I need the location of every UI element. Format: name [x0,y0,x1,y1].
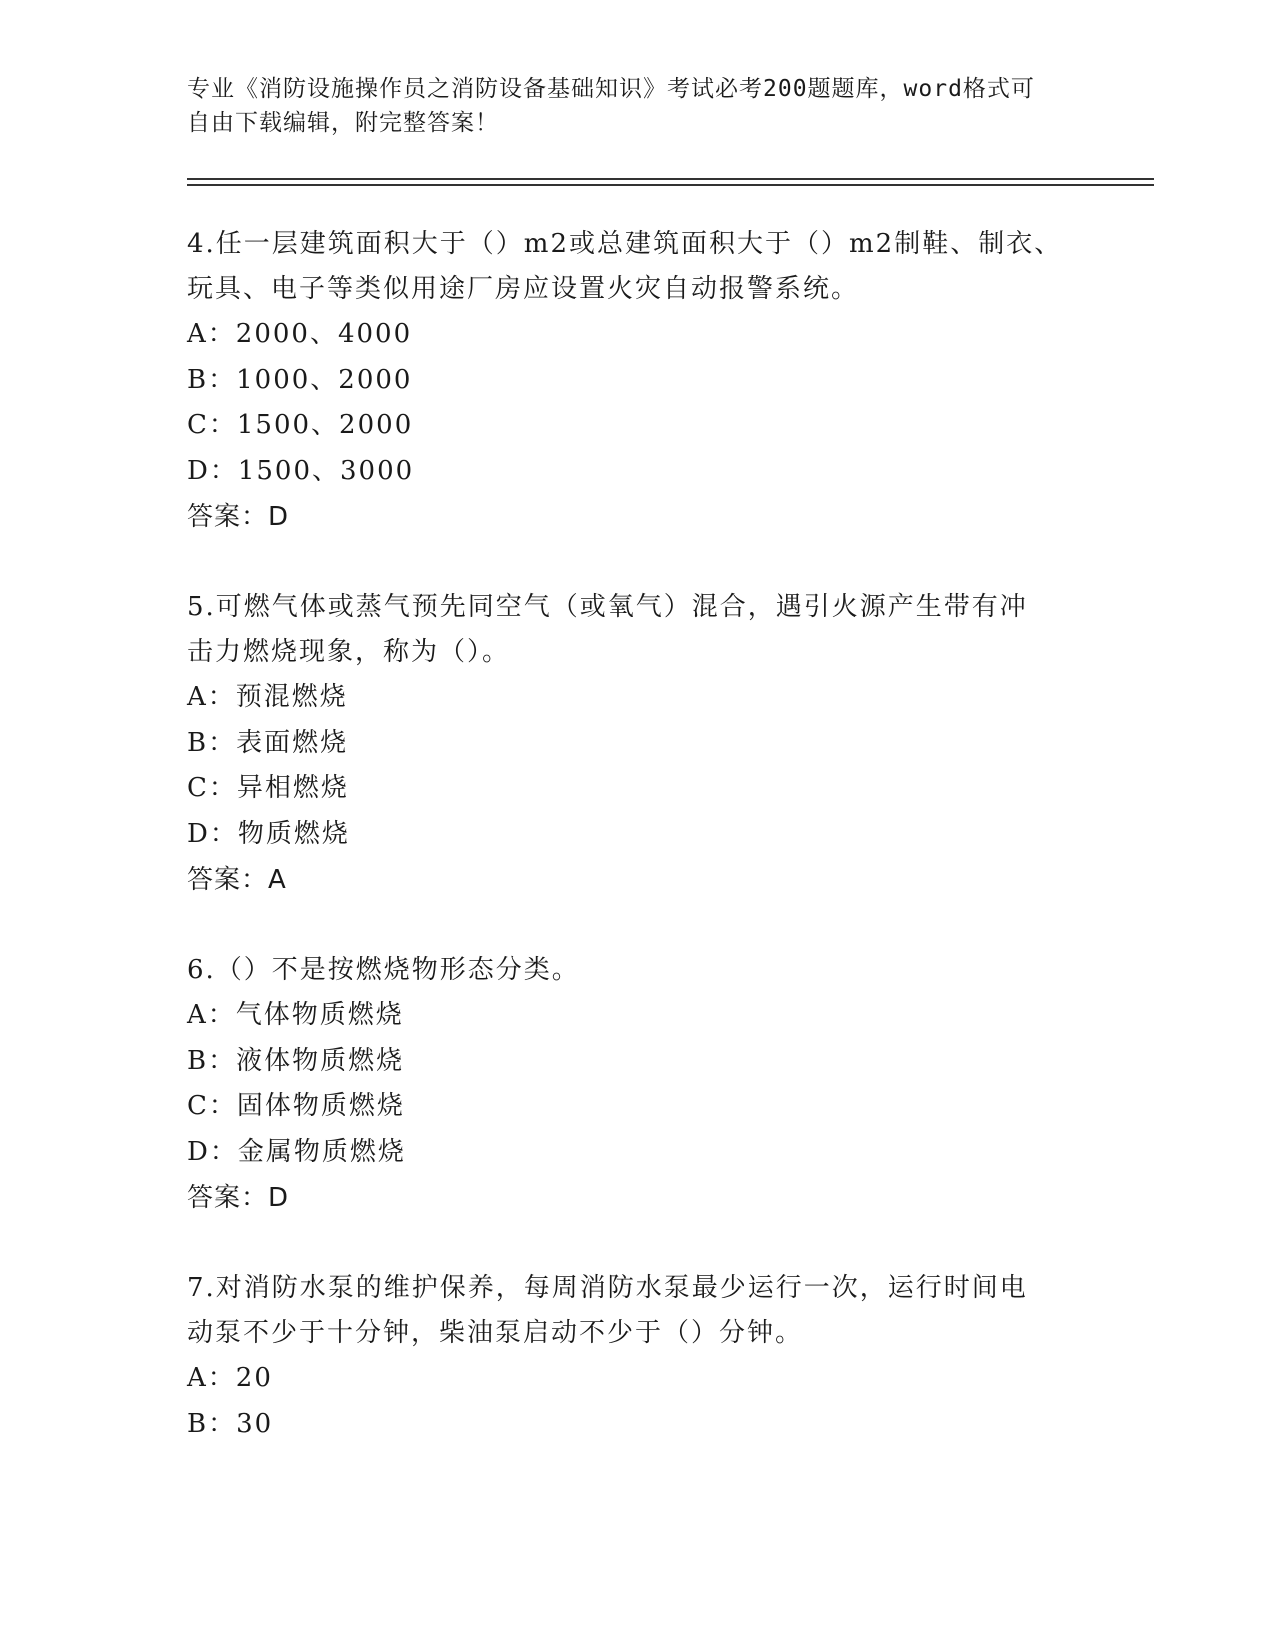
option-b: B：液体物质燃烧 [187,1045,405,1076]
option-a: A：气体物质燃烧 [187,1000,404,1030]
header-line-2: 自由下载编辑，附完整答案！ [187,110,499,136]
question-text: 5.可燃气体或蒸气预先同空气（或氧气）混合，遇引火源产生带有冲 [187,592,1028,622]
question-7 [187,1266,1067,1447]
question-text: 7.对消防水泵的维护保养，每周消防水泵最少运行一次，运行时间电 [187,1273,1028,1303]
option-c: C：固体物质燃烧 [187,1091,405,1121]
option-c: C：1500、2000 [187,410,414,440]
option-c: C：异相燃烧 [187,773,349,803]
option-a: A：20 [187,1363,273,1393]
option-b: B：30 [187,1408,274,1439]
answer-label: 答案：D [187,502,290,532]
answer-label: 答案：D [187,1183,290,1213]
question-4 [187,222,1067,540]
header-divider-bottom [187,184,1154,186]
option-d: D：金属物质燃烧 [187,1136,406,1167]
question-list [187,222,1067,1447]
document-header [187,72,1067,140]
option-a: A：预混燃烧 [187,682,348,712]
option-a: A：2000、4000 [187,319,413,349]
question-6 [187,948,1067,1221]
spacer [187,540,1067,585]
question-text: 6.（）不是按燃烧物形态分类。 [187,955,580,985]
question-text: 动泵不少于十分钟，柴油泵启动不少于（）分钟。 [187,1318,804,1348]
question-text: 4.任一层建筑面积大于（）m2或总建筑面积大于（）m2制鞋、制衣、 [187,229,1063,259]
answer-label: 答案：A [187,865,287,895]
spacer [187,903,1067,948]
question-text: 击力燃烧现象，称为（）。 [187,637,511,667]
option-d: D：物质燃烧 [187,818,350,849]
option-b: B：表面燃烧 [187,727,349,758]
header-divider-top [187,178,1154,180]
question-text: 玩具、电子等类似用途厂房应设置火灾自动报警系统。 [187,274,860,304]
option-b: B：1000、2000 [187,364,413,395]
header-line-1: 专业《消防设施操作员之消防设备基础知识》考试必考200题题库，word格式可 [187,76,1035,102]
spacer [187,1221,1067,1266]
question-5 [187,585,1067,903]
option-d: D：1500、3000 [187,455,415,486]
